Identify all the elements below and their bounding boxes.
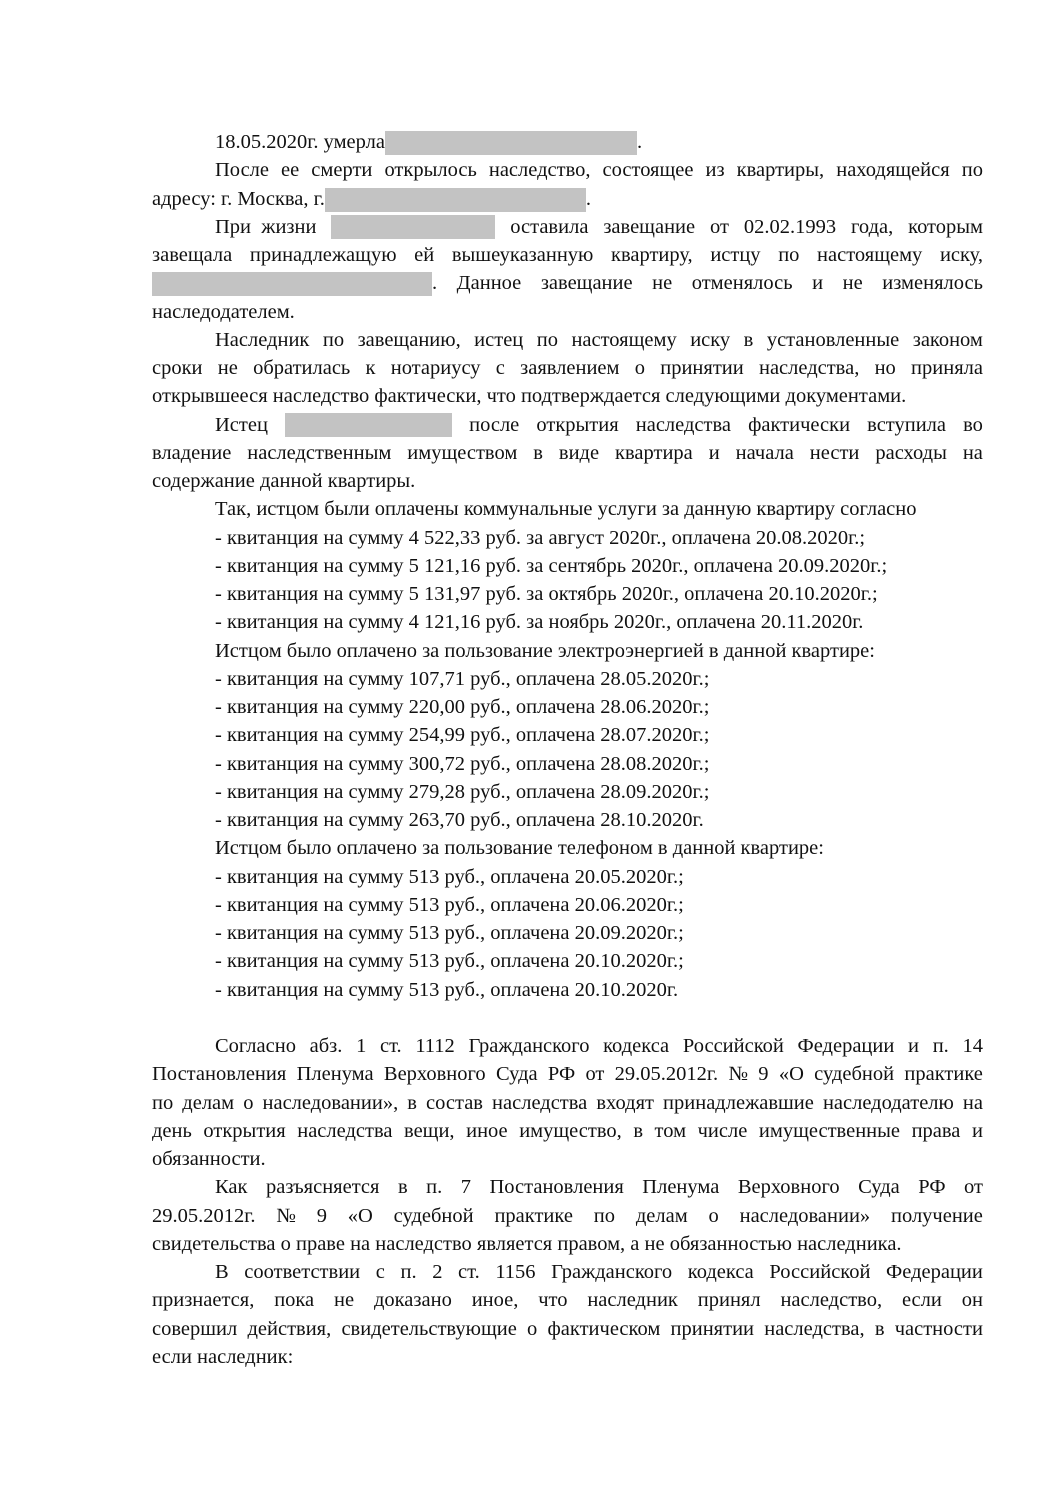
utility-receipt-item — [215, 608, 863, 636]
word: Постановления — [152, 1063, 287, 1085]
word: делам — [182, 1092, 235, 1114]
word: 14 — [962, 1035, 983, 1057]
word: приняла — [911, 357, 983, 379]
word: ст. — [458, 1261, 480, 1283]
electricity-receipt-item — [215, 721, 709, 749]
law-1112-line-3 — [152, 1089, 983, 1117]
word: в — [407, 1092, 417, 1114]
word: Гражданского — [551, 1261, 673, 1283]
word: наследственным — [247, 442, 392, 464]
word: РФ — [918, 1176, 946, 1198]
line-text: обязанности. — [152, 1148, 266, 1170]
plenum-7-line-3 — [152, 1230, 902, 1258]
word: после — [469, 414, 520, 436]
word: о — [527, 1318, 538, 1340]
word: фактическом — [547, 1318, 661, 1340]
line-text: - квитанция на сумму 4 522,33 руб. за август 2020г., оплачена 20.08.2020г.; — [215, 527, 866, 549]
word: имущественные — [758, 1120, 901, 1142]
word: п. — [426, 1176, 443, 1198]
word: о — [634, 357, 645, 379]
word: кодекса — [603, 1035, 670, 1057]
word: фактически — [748, 414, 851, 436]
word: законом — [912, 329, 983, 351]
death-text: 18.05.2020г. умерла — [215, 131, 385, 153]
line-text: - квитанция на сумму 263,70 руб., оплачена 28.10.2020г. — [215, 809, 704, 831]
word: принятии — [660, 357, 744, 379]
word: РФ — [547, 1063, 576, 1085]
word: от — [964, 1176, 983, 1198]
word: виде — [558, 442, 600, 464]
word: на — [962, 442, 983, 464]
word: принадлежавшие — [663, 1092, 814, 1114]
electricity-receipt-item — [215, 665, 709, 693]
word: открытия — [203, 1120, 286, 1142]
word: принадлежащую — [249, 244, 397, 266]
word: свидетельствующие — [341, 1318, 517, 1340]
plenum-7-line-2 — [152, 1202, 983, 1230]
phone-receipt-item — [215, 863, 684, 891]
redacted-plaintiff-name — [285, 413, 452, 437]
word: 7 — [460, 1176, 471, 1198]
word: частности — [894, 1318, 983, 1340]
word: по — [961, 159, 983, 181]
will-line-2 — [152, 241, 983, 269]
word: иску — [690, 329, 731, 351]
word: Суда — [858, 1176, 900, 1198]
word: совершил — [152, 1318, 238, 1340]
word: нести — [809, 442, 860, 464]
redacted-deceased-name — [385, 131, 637, 155]
word: открылось — [384, 159, 477, 181]
word: не — [652, 272, 673, 294]
word: 1112 — [415, 1035, 455, 1057]
line-text: Истцом было оплачено за пользование телефоном в данной квартире: — [215, 837, 824, 859]
word: завещанию, — [357, 329, 461, 351]
line-text: - квитанция на сумму 300,72 руб., оплачена 28.08.2020г.; — [215, 753, 710, 775]
word: с — [495, 357, 505, 379]
word: Как — [215, 1176, 248, 1198]
line-text: если наследник: — [152, 1346, 294, 1368]
word: которым — [908, 216, 983, 238]
word: принял — [697, 1289, 761, 1311]
word: квартира — [615, 442, 693, 464]
word: 1 — [356, 1035, 367, 1057]
word: состав — [426, 1092, 483, 1114]
will-line-4 — [152, 298, 295, 326]
line-text: - квитанция на сумму 513 руб., оплачена 20.10.2020г. — [215, 979, 679, 1001]
word: завещание — [603, 216, 696, 238]
electricity-receipt-item — [215, 806, 704, 834]
word: После — [215, 159, 269, 181]
word: практике — [494, 1205, 573, 1227]
plaintiff-line-2 — [152, 439, 983, 467]
word: наследства, — [758, 357, 860, 379]
word: кодекса — [687, 1261, 754, 1283]
word: и — [708, 442, 720, 464]
word: действия, — [247, 1318, 332, 1340]
line-text: - квитанция на сумму 5 121,16 руб. за сентябрь 2020г., оплачена 20.09.2020г.; — [215, 555, 888, 577]
line-text: - квитанция на сумму 4 121,16 руб. за ноябрь 2020г., оплачена 20.11.2020г. — [215, 611, 864, 633]
word: наследник — [587, 1289, 678, 1311]
word: № — [728, 1063, 748, 1085]
word: Верховного — [737, 1176, 840, 1198]
word: истец — [474, 329, 524, 351]
word: заявлением — [520, 357, 620, 379]
word: 1156 — [495, 1261, 536, 1283]
word: настоящему — [817, 244, 923, 266]
phone-intro — [215, 834, 824, 862]
redacted-testator-name — [331, 215, 495, 239]
line-text: наследодателем. — [152, 301, 295, 323]
word: права — [911, 1120, 961, 1142]
word: пока — [274, 1289, 315, 1311]
word: наследства — [297, 1120, 393, 1142]
word: о — [708, 1205, 719, 1227]
word: смерти — [311, 159, 373, 181]
word: № — [276, 1205, 296, 1227]
word: При жизни — [215, 216, 317, 238]
heir-line-1 — [215, 326, 983, 354]
word: Федерации — [886, 1261, 983, 1283]
word: день — [152, 1120, 192, 1142]
word: но — [874, 357, 896, 379]
word: и — [908, 1035, 920, 1057]
word: Пленума — [642, 1176, 720, 1198]
word: по — [593, 1205, 616, 1227]
law-1156-line-2 — [152, 1286, 983, 1314]
word: п. — [932, 1035, 949, 1057]
redacted-heir-name — [152, 272, 432, 296]
word: имуществом — [407, 442, 518, 464]
phone-receipt-item — [215, 891, 684, 919]
punct: . — [585, 188, 592, 210]
word: получение — [891, 1205, 983, 1227]
word: п. — [400, 1261, 417, 1283]
word: наследство, — [780, 1289, 883, 1311]
word: о — [243, 1092, 254, 1114]
line-text: - квитанция на сумму 254,99 руб., оплачена 28.07.2020г.; — [215, 724, 710, 746]
word: истцу — [710, 244, 761, 266]
word: 29.05.2012г. — [152, 1205, 256, 1227]
word: Данное — [456, 272, 522, 294]
line-text: - квитанция на сумму 513 руб., оплачена 20.06.2020г.; — [215, 894, 684, 916]
word: вышеуказанную — [451, 244, 594, 266]
word: что — [538, 1289, 568, 1311]
word: не — [334, 1289, 355, 1311]
word: Суда — [495, 1063, 538, 1085]
word: абз. — [309, 1035, 343, 1057]
word: 02.02.1993 — [743, 216, 837, 238]
word: входят — [596, 1092, 654, 1114]
word: наследства — [492, 1092, 588, 1114]
word: обратилась — [253, 357, 351, 379]
word: в — [874, 1318, 885, 1340]
line-text: Истцом было оплачено за пользование электроэнергией в данной квартире: — [215, 640, 875, 662]
law-1156-line-4 — [152, 1343, 293, 1371]
word: судебной — [393, 1205, 474, 1227]
word: доказано — [373, 1289, 452, 1311]
will-line-3 — [152, 269, 983, 297]
word: ее — [281, 159, 300, 181]
word: 2 — [432, 1261, 443, 1283]
word: от — [585, 1063, 605, 1085]
word: изменялось — [882, 272, 983, 294]
word: иное, — [471, 1289, 519, 1311]
heir-line-3 — [152, 382, 906, 410]
law-1156-line-3 — [152, 1315, 983, 1343]
word: Наследник — [215, 329, 310, 351]
word: и — [971, 1120, 983, 1142]
electricity-receipt-item — [215, 693, 709, 721]
utility-receipt-item — [215, 552, 887, 580]
electricity-intro — [215, 637, 875, 665]
word: на — [962, 1092, 983, 1114]
word: сроки — [152, 357, 203, 379]
word: имущество, — [519, 1120, 622, 1142]
word: наследство, — [488, 159, 591, 181]
law-1112-line-5 — [152, 1145, 266, 1173]
word: из — [705, 159, 725, 181]
death-line — [215, 128, 642, 156]
word: завещала — [152, 244, 233, 266]
word: Согласно — [215, 1035, 296, 1057]
word: нотариусу — [390, 357, 481, 379]
line-text: содержание данной квартиры. — [152, 470, 416, 492]
law-1112-line-1 — [215, 1032, 983, 1060]
line-text: открывшееся наследство фактически, что подтверждается следующими документами. — [152, 385, 907, 407]
line-text: - квитанция на сумму 107,71 руб., оплачена 28.05.2020г.; — [215, 668, 710, 690]
word: вступила — [867, 414, 947, 436]
word: разъясняется — [265, 1176, 380, 1198]
address-prefix: адресу: г. Москва, г. — [152, 188, 325, 210]
line-text: Так, истцом были оплачены коммунальные услуги за данную квартиру согласно — [215, 498, 917, 520]
word: не — [217, 357, 238, 379]
word: года, — [851, 216, 894, 238]
word: во — [963, 414, 983, 436]
law-1112-line-2 — [152, 1060, 983, 1088]
law-1112-line-4 — [152, 1117, 983, 1145]
line-text: - квитанция на сумму 220,00 руб., оплачена 28.06.2020г.; — [215, 696, 710, 718]
word: судебной — [814, 1063, 895, 1085]
word: в — [743, 329, 754, 351]
utility-receipt-item — [215, 524, 865, 552]
plaintiff-line-3 — [152, 467, 415, 495]
word: квартиры, — [736, 159, 825, 181]
word: вещи, — [404, 1120, 455, 1142]
word: начала — [735, 442, 794, 464]
word: наследства — [635, 414, 731, 436]
word: иное — [466, 1120, 508, 1142]
word: отменялось — [691, 272, 793, 294]
word: расходы — [875, 442, 947, 464]
word: Постановления — [489, 1176, 624, 1198]
word: 9 — [316, 1205, 327, 1227]
word: Пленума — [296, 1063, 374, 1085]
line-text: - квитанция на сумму 279,28 руб., оплачена 28.09.2020г.; — [215, 781, 710, 803]
word: с — [375, 1261, 385, 1283]
line-text: - квитанция на сумму 513 руб., оплачена 20.10.2020г.; — [215, 950, 684, 972]
word: по — [536, 329, 558, 351]
heir-line-2 — [152, 354, 983, 382]
word: наследовании», — [262, 1092, 399, 1114]
will-line-1 — [215, 213, 983, 241]
word: по — [152, 1092, 174, 1114]
word: квартиру, — [611, 244, 693, 266]
word: «О — [347, 1205, 373, 1227]
word: ст. — [379, 1035, 402, 1057]
punct: . — [432, 272, 438, 294]
word: если — [901, 1289, 942, 1311]
electricity-receipt-item — [215, 750, 709, 778]
word: В — [215, 1261, 229, 1283]
word: наследовании» — [739, 1205, 871, 1227]
word: и — [812, 272, 824, 294]
word: ей — [414, 244, 435, 266]
word: практике — [904, 1063, 983, 1085]
word: соответствии — [244, 1261, 361, 1283]
word: состоящее — [602, 159, 694, 181]
word: наследства, — [764, 1318, 865, 1340]
word: установленные — [766, 329, 900, 351]
redacted-address — [325, 188, 586, 212]
punct: . — [636, 131, 643, 153]
phone-receipt-item — [215, 947, 684, 975]
word: находящейся — [836, 159, 950, 181]
line-text: - квитанция на сумму 513 руб., оплачена 20.05.2020г.; — [215, 866, 684, 888]
line-text: - квитанция на сумму 5 131,97 руб. за октябрь 2020г., оплачена 20.10.2020г.; — [215, 583, 878, 605]
word: завещание — [540, 272, 633, 294]
plenum-7-line-1 — [215, 1173, 983, 1201]
estate-line-2 — [152, 185, 591, 213]
word: в — [533, 442, 543, 464]
word: Верховного — [383, 1063, 486, 1085]
word: делам — [635, 1205, 688, 1227]
redacted-heir-group — [152, 269, 437, 297]
word: наследодателю — [822, 1092, 954, 1114]
phone-receipt-item — [215, 919, 684, 947]
utility-receipt-item — [215, 580, 878, 608]
word: Истец — [215, 414, 268, 436]
line-text: - квитанция на сумму 513 руб., оплачена 20.09.2020г.; — [215, 922, 684, 944]
word: к — [365, 357, 376, 379]
word: настоящему — [571, 329, 677, 351]
word: «О — [778, 1063, 804, 1085]
word: 9 — [758, 1063, 769, 1085]
word: 29.05.2012г. — [614, 1063, 719, 1085]
phone-receipt-item — [215, 976, 678, 1004]
word: владение — [152, 442, 232, 464]
word: в — [397, 1176, 408, 1198]
estate-line-1 — [215, 156, 983, 184]
word: признается, — [152, 1289, 255, 1311]
word: от — [710, 216, 729, 238]
word: не — [842, 272, 863, 294]
word: он — [961, 1289, 983, 1311]
law-1156-line-1 — [215, 1258, 983, 1286]
word: Российской — [769, 1261, 871, 1283]
word: Федерации — [797, 1035, 895, 1057]
word: в — [633, 1120, 643, 1142]
word: том — [654, 1120, 687, 1142]
line-text: свидетельства о праве на наследство является правом, а не обязанностью наследника. — [152, 1233, 902, 1255]
word: иску, — [939, 244, 983, 266]
plaintiff-line-1 — [215, 411, 983, 439]
word: оставила — [510, 216, 589, 238]
word: Российской — [682, 1035, 784, 1057]
electricity-receipt-item — [215, 778, 709, 806]
word: принятии — [670, 1318, 755, 1340]
word: по — [778, 244, 800, 266]
word: числе — [697, 1120, 748, 1142]
utilities-intro — [215, 495, 917, 523]
word: Гражданского — [468, 1035, 590, 1057]
word: по — [322, 329, 345, 351]
word: открытия — [536, 414, 619, 436]
